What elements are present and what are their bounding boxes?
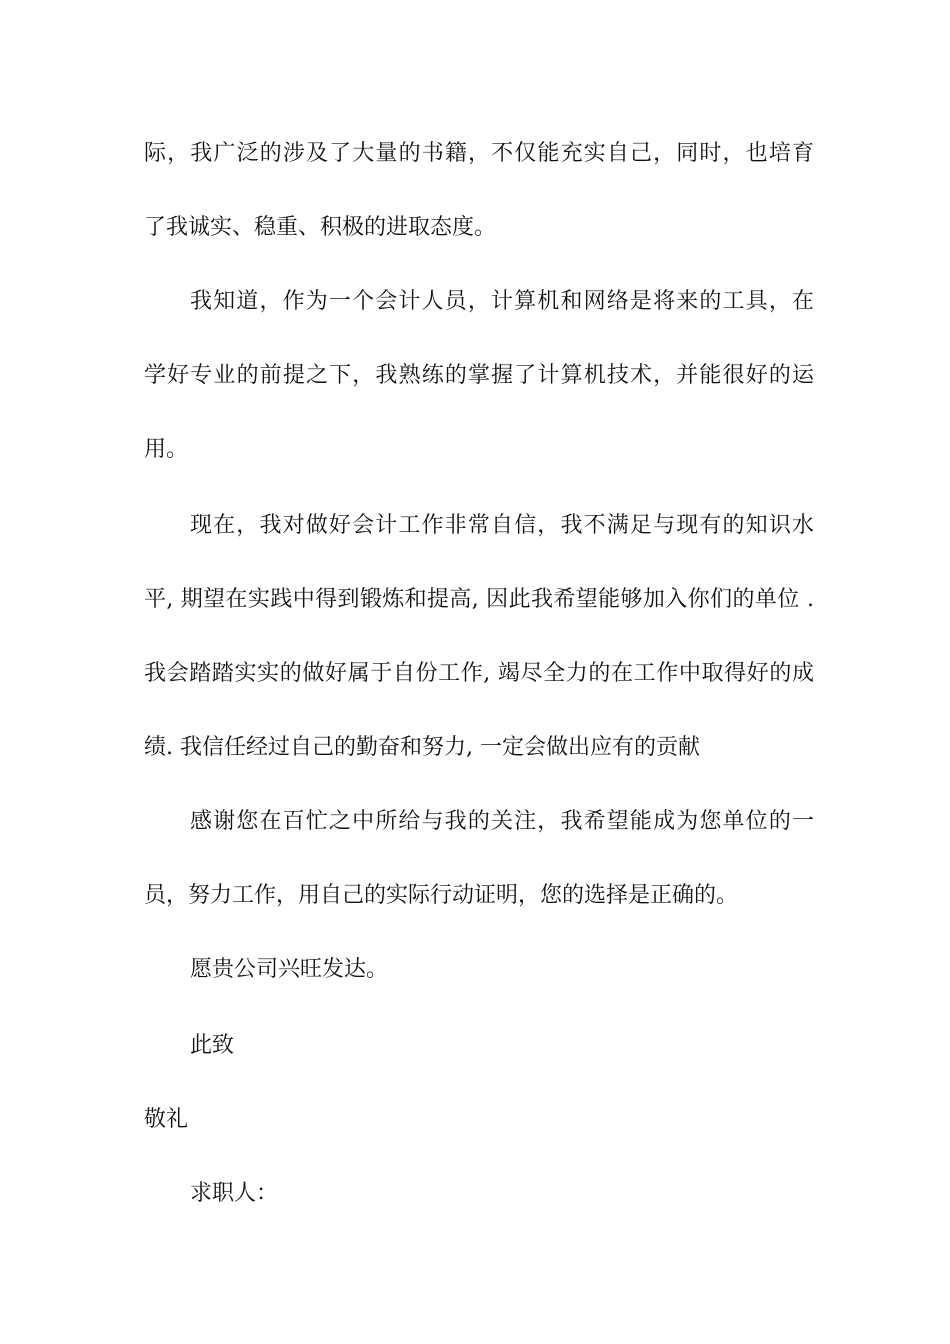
paragraph-line: 我会踏踏实实的做好属于自份工作, 竭尽全力的在工作中取得好的成	[144, 661, 814, 686]
salutation-line: 敬礼	[144, 1107, 189, 1132]
signature-label: 求职人：	[190, 1181, 279, 1206]
paragraph-line: 学好专业的前提之下，我熟练的掌握了计算机技术，并能很好的运	[144, 363, 814, 388]
paragraph-line: 绩. 我信任经过自己的勤奋和努力, 一定会做出应有的贡献	[144, 735, 700, 760]
paragraph-line: 用。	[144, 437, 189, 462]
paragraph-line: 员，努力工作，用自己的实际行动证明，您的选择是正确的。	[144, 883, 739, 908]
paragraph-line: 平, 期望在实践中得到锻炼和提高, 因此我希望能够加入你们的单位 .	[144, 587, 814, 612]
paragraph-line: 现在，我对做好会计工作非常自信，我不满足与现有的知识水	[190, 513, 814, 538]
paragraph-line: 际，我广泛的涉及了大量的书籍，不仅能充实自己，同时，也培育	[144, 141, 814, 166]
salutation-line: 此致	[190, 1033, 235, 1058]
closing-wish: 愿贵公司兴旺发达。	[190, 957, 389, 982]
paragraph-line: 了我诚实、稳重、积极的进取态度。	[144, 215, 497, 240]
paragraph-line: 我知道，作为一个会计人员，计算机和网络是将来的工具，在	[190, 289, 814, 314]
paragraph-line: 感谢您在百忙之中所给与我的关注，我希望能成为您单位的一	[190, 809, 814, 834]
